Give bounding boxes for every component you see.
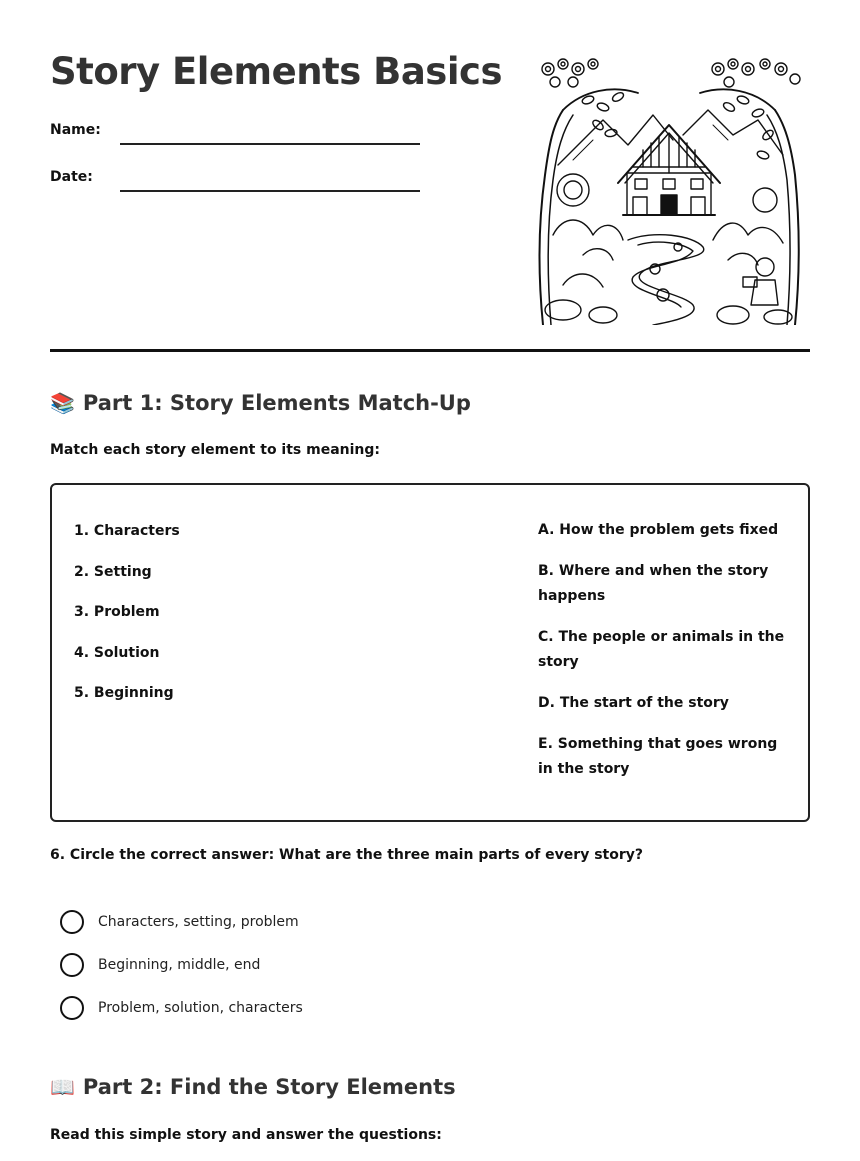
part1-instruction: Match each story element to its meaning: [50,442,381,458]
answer-option-text: Beginning, middle, end [98,957,261,973]
part2-heading [50,1075,456,1099]
name-field-line[interactable] [120,143,420,145]
date-field-line[interactable] [120,190,420,192]
term-item: 3. Problem [74,604,160,620]
name-label: Name: [50,122,101,138]
definition-item: E. Something that goes wrong in the story [538,736,778,777]
radio-circle-icon[interactable] [60,910,84,934]
terms-column [74,523,180,726]
cloud-swirls [542,59,800,87]
winding-path [628,235,704,325]
leaves [581,91,775,160]
term-item: 2. Setting [74,563,152,580]
section-divider [50,349,810,352]
foreground-rocks [545,300,792,324]
part2-heading-text: Part 2: Find the Story Elements [82,1075,456,1099]
child-figure [743,258,778,305]
term-item: 4. Solution [74,644,160,661]
radio-circle-icon[interactable] [60,996,84,1020]
match-box [50,483,810,822]
part1-heading-text: Part 1: Story Elements Match-Up [82,391,471,415]
bushes [553,174,783,287]
term-item: 1. Characters [74,523,180,539]
answer-option-text: Problem, solution, characters [98,1000,303,1016]
house-in-forest-illustration [533,55,805,325]
answer-option-text: Characters, setting, problem [98,914,299,930]
answer-option[interactable] [60,996,303,1020]
worksheet-title: Story Elements Basics [50,50,502,93]
answer-option[interactable] [60,953,260,977]
date-label: Date: [50,169,93,185]
radio-circle-icon[interactable] [60,953,84,977]
definition-item: C. The people or animals in the story [538,629,785,670]
part1-heading [50,391,471,415]
term-item: 5. Beginning [74,685,174,701]
definition-item: D. The start of the story [538,695,729,711]
definition-item: A. How the problem gets fixed [538,522,779,538]
definitions-column [538,518,793,798]
books-icon: 📚 [50,391,75,415]
question-6: 6. Circle the correct answer: What are the three main parts of every story? [50,847,643,863]
open-book-icon: 📖 [50,1075,75,1099]
definition-item: B. Where and when the story happens [538,563,769,604]
answer-option[interactable] [60,910,299,934]
part2-instruction: Read this simple story and answer the questions: [50,1127,442,1143]
